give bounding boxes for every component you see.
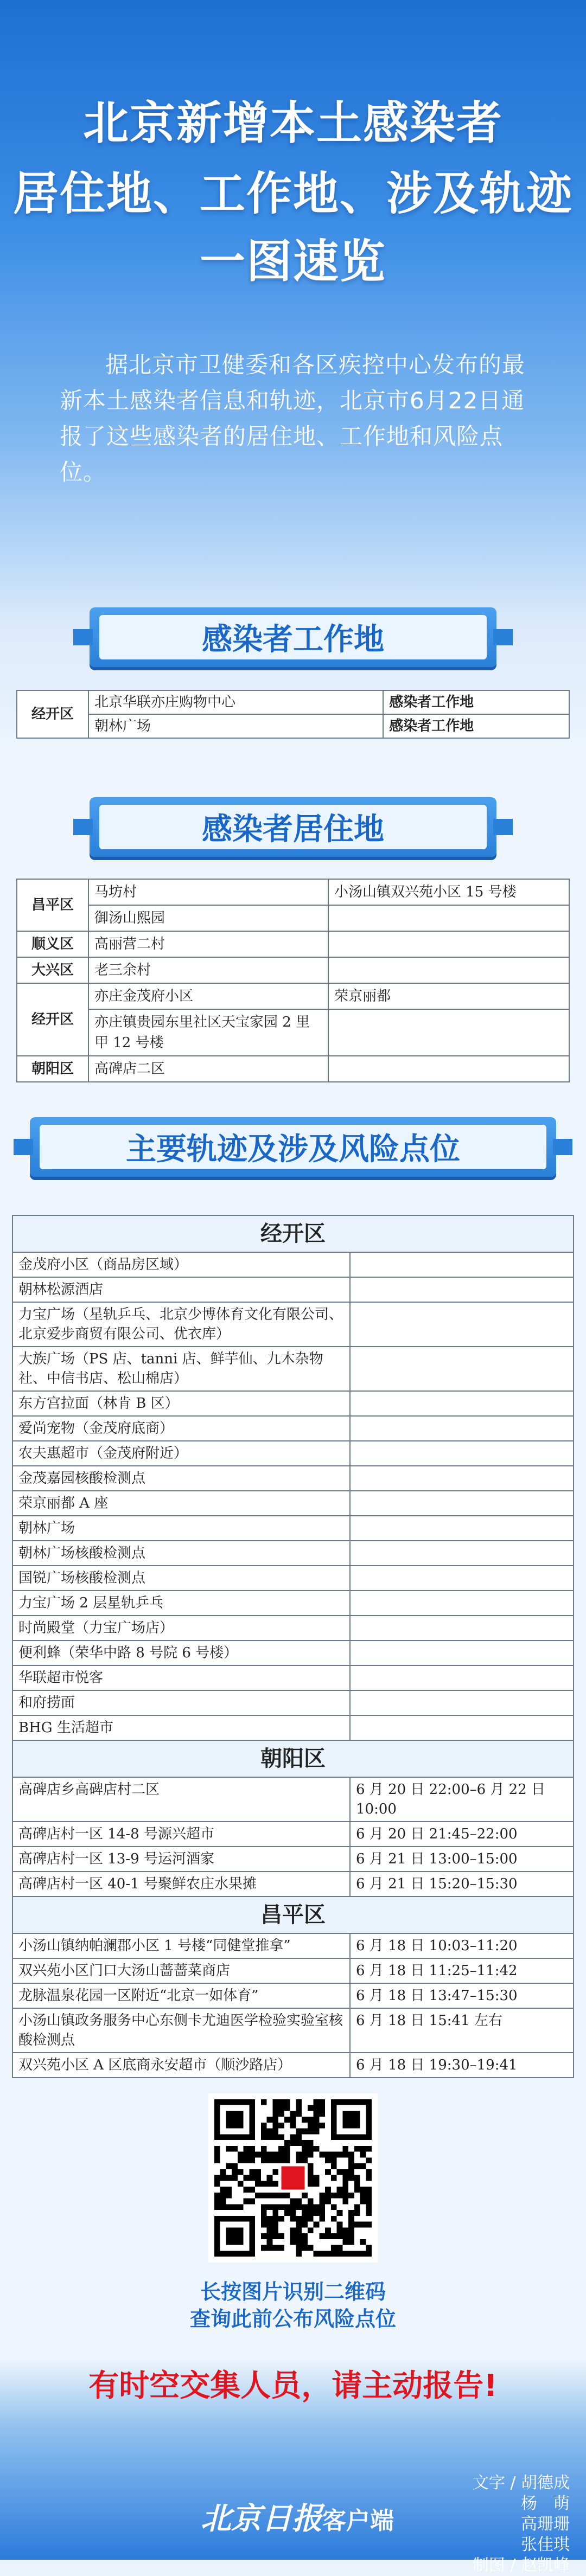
track-place: 小汤山镇纳帕澜郡小区 1 号楼“同健堂推拿”	[12, 1933, 350, 1958]
track-row	[12, 1252, 574, 1277]
headline-line-3: 一图速览	[199, 235, 386, 288]
track-place: 朝林松源酒店	[12, 1277, 350, 1302]
track-place: 大族广场（PS 店、tanni 店、鲜芋仙、九木杂物社、中信书店、松山棉店）	[12, 1347, 350, 1391]
headline-line-2: 居住地、工作地、涉及轨迹	[12, 167, 573, 220]
track-place: 双兴苑小区门口大汤山蔷蔷菜商店	[12, 1958, 350, 1983]
track-place: 金茂嘉园核酸检测点	[12, 1466, 350, 1491]
track-row	[12, 1641, 574, 1665]
track-time: 6 月 20 日 22:00–6 月 22 日 10:00	[350, 1777, 574, 1822]
track-row	[12, 1958, 574, 1983]
track-place: 力宝广场（星轨乒乓、北京少博体育文化有限公司、北京爱步商贸有限公司、优衣库）	[12, 1302, 350, 1347]
track-time: 6 月 18 日 11:25–11:42	[350, 1958, 574, 1983]
track-time	[350, 1347, 574, 1391]
track-time: 6 月 21 日 15:20–15:30	[350, 1872, 574, 1896]
track-time: 6 月 21 日 13:00–15:00	[350, 1847, 574, 1872]
residence-place: 高丽营二村	[88, 931, 328, 957]
qr-code[interactable]	[208, 2093, 378, 2263]
work-place: 朝林广场	[88, 714, 383, 738]
track-time: 6 月 18 日 13:47–15:30	[350, 1983, 574, 2008]
track-time	[350, 1416, 574, 1441]
track-time	[350, 1441, 574, 1466]
residence-row	[17, 905, 569, 931]
track-row	[12, 1591, 574, 1616]
track-place: 华联超市悦客	[12, 1665, 350, 1690]
residence-place: 御汤山熙园	[88, 905, 328, 931]
credit-line: 高珊珊	[521, 2515, 570, 2534]
track-row	[12, 1416, 574, 1441]
intro-paragraph: 据北京市卫健委和各区疾控中心发布的最新本土感染者信息和轨迹，北京市6月22日通报了这些感染者的居住地、工作地和风险点位。	[60, 351, 526, 485]
track-place: 高碑店乡高碑店村二区	[12, 1777, 350, 1822]
banner-wing-left	[73, 629, 93, 645]
track-row	[12, 1541, 574, 1566]
work-district: 经开区	[17, 690, 88, 738]
track-place: 时尚殿堂（力宝广场店）	[12, 1616, 350, 1641]
residence-row	[17, 983, 569, 1009]
residence-district: 经开区	[17, 983, 88, 1056]
track-row	[12, 2008, 574, 2053]
residence-place	[328, 931, 569, 957]
track-row	[12, 1466, 574, 1491]
residence-table	[16, 879, 570, 1082]
residence-row	[17, 1009, 569, 1056]
qr-caption-line-1: 长按图片识别二维码	[200, 2280, 386, 2304]
track-time	[350, 1616, 574, 1641]
track-place: 金茂府小区（商品房区域）	[12, 1252, 350, 1277]
residence-district: 顺义区	[17, 931, 88, 957]
work-table	[16, 690, 570, 739]
track-time	[350, 1541, 574, 1566]
track-row	[12, 1566, 574, 1591]
track-row	[12, 1302, 574, 1347]
track-place: 朝林广场	[12, 1516, 350, 1541]
track-time: 6 月 20 日 21:45–22:00	[350, 1822, 574, 1847]
track-section-banner	[30, 1117, 556, 1177]
residence-place: 亦庄金茂府小区	[88, 983, 328, 1009]
residence-district: 昌平区	[17, 879, 88, 931]
brand-name: 北京日报	[201, 2501, 322, 2536]
track-time	[350, 1715, 574, 1740]
track-time: 6 月 18 日 15:41 左右	[350, 2008, 574, 2053]
brand-suffix: 客户端	[322, 2507, 394, 2535]
credits	[473, 2473, 570, 2576]
track-place: 龙脉温泉花园一区附近“北京一如体育”	[12, 1983, 350, 2008]
residence-row	[17, 931, 569, 957]
track-time: 6 月 18 日 19:30–19:41	[350, 2053, 574, 2078]
track-group-header-row	[12, 1740, 574, 1777]
track-row	[12, 1822, 574, 1847]
track-section-heading: 主要轨迹及涉及风险点位	[40, 1125, 546, 1169]
residence-row	[17, 879, 569, 905]
residence-place: 高碑店二区	[88, 1056, 328, 1082]
residence-row	[17, 957, 569, 983]
track-row	[12, 1983, 574, 2008]
work-tag: 感染者工作地	[383, 714, 569, 738]
work-section-banner	[90, 607, 496, 667]
track-row	[12, 1391, 574, 1416]
track-place: 国锐广场核酸检测点	[12, 1566, 350, 1591]
track-row	[12, 1347, 574, 1391]
banner-wing-right	[553, 1139, 572, 1155]
residence-district: 大兴区	[17, 957, 88, 983]
track-row	[12, 1277, 574, 1302]
track-place: 高碑店村一区 14-8 号源兴超市	[12, 1822, 350, 1847]
track-place: 便利蜂（荣华中路 8 号院 6 号楼）	[12, 1641, 350, 1665]
track-district-heading: 经开区	[12, 1215, 574, 1252]
residence-section-heading: 感染者居住地	[99, 805, 487, 849]
track-place: 和府捞面	[12, 1690, 350, 1715]
banner-wing-left	[14, 1139, 33, 1155]
credit-line: 文字 / 胡德成	[472, 2474, 570, 2492]
track-place: 东方宫拉面（林肯 B 区）	[12, 1391, 350, 1416]
banner-wing-right	[493, 819, 513, 835]
credit-line: 制图 / 赵凯峰	[472, 2556, 570, 2575]
qr-caption-line-2: 查询此前公布风险点位	[189, 2307, 396, 2331]
residence-place: 老三余村	[88, 957, 328, 983]
banner-wing-right	[493, 629, 513, 645]
track-row	[12, 1933, 574, 1958]
residence-place: 荣京丽都	[328, 983, 569, 1009]
track-time	[350, 1277, 574, 1302]
residence-place: 马坊村	[88, 879, 328, 905]
track-place: 荣京丽都 A 座	[12, 1491, 350, 1516]
track-group-header-row	[12, 1896, 574, 1933]
track-row	[12, 1441, 574, 1466]
residence-place	[328, 957, 569, 983]
residence-place: 小汤山镇双兴苑小区 15 号楼	[328, 879, 569, 905]
track-time	[350, 1491, 574, 1516]
track-row	[12, 1516, 574, 1541]
credit-line: 张佳琪	[521, 2535, 570, 2554]
track-group-header-row	[12, 1215, 574, 1252]
hero-header	[0, 0, 586, 347]
work-row	[17, 690, 569, 714]
track-place: 小汤山镇政务服务中心东侧卡尤迪医学检验实验室核酸检测点	[12, 2008, 350, 2053]
track-row	[12, 1616, 574, 1641]
residence-district: 朝阳区	[17, 1056, 88, 1082]
track-time	[350, 1391, 574, 1416]
track-place: 高碑店村一区 13-9 号运河酒家	[12, 1847, 350, 1872]
residence-place	[328, 905, 569, 931]
headline-line-1: 北京新增本土感染者	[82, 97, 503, 150]
banner-wing-left	[73, 819, 93, 835]
residence-row	[17, 1056, 569, 1082]
track-place: BHG 生活超市	[12, 1715, 350, 1740]
track-time	[350, 1641, 574, 1665]
track-place: 农夫惠超市（金茂府附近）	[12, 1441, 350, 1466]
work-tag: 感染者工作地	[383, 690, 569, 714]
residence-section-banner	[90, 797, 496, 857]
track-row	[12, 1491, 574, 1516]
track-row	[12, 1690, 574, 1715]
track-row	[12, 1665, 574, 1690]
brand-logo	[201, 2495, 394, 2538]
track-row	[12, 2053, 574, 2078]
residence-place	[328, 1009, 569, 1056]
track-place: 双兴苑小区 A 区底商永安超市（顺沙路店）	[12, 2053, 350, 2078]
work-row	[17, 714, 569, 738]
track-time	[350, 1566, 574, 1591]
track-time	[350, 1466, 574, 1491]
track-place: 朝林广场核酸检测点	[12, 1541, 350, 1566]
track-district-heading: 昌平区	[12, 1896, 574, 1933]
track-place: 高碑店村一区 40-1 号聚鲜农庄水果摊	[12, 1872, 350, 1896]
track-time	[350, 1665, 574, 1690]
track-district-heading: 朝阳区	[12, 1740, 574, 1777]
track-row	[12, 1872, 574, 1896]
work-section-heading: 感染者工作地	[99, 615, 487, 659]
credit-line: 杨 萌	[521, 2494, 570, 2513]
track-row	[12, 1847, 574, 1872]
track-time	[350, 1252, 574, 1277]
track-table	[12, 1215, 574, 2078]
track-time	[350, 1690, 574, 1715]
track-place: 爱尚宠物（金茂府底商）	[12, 1416, 350, 1441]
track-time	[350, 1516, 574, 1541]
track-time	[350, 1302, 574, 1347]
residence-place: 亦庄镇贵园东里社区天宝家园 2 里甲 12 号楼	[88, 1009, 328, 1056]
track-time: 6 月 18 日 10:03–11:20	[350, 1933, 574, 1958]
residence-place	[328, 1056, 569, 1082]
track-row	[12, 1715, 574, 1740]
track-row	[12, 1777, 574, 1822]
work-place: 北京华联亦庄购物中心	[88, 690, 383, 714]
report-warning: 有时空交集人员，请主动报告!	[88, 2368, 498, 2404]
track-time	[350, 1591, 574, 1616]
track-place: 力宝广场 2 层星轨乒乓	[12, 1591, 350, 1616]
